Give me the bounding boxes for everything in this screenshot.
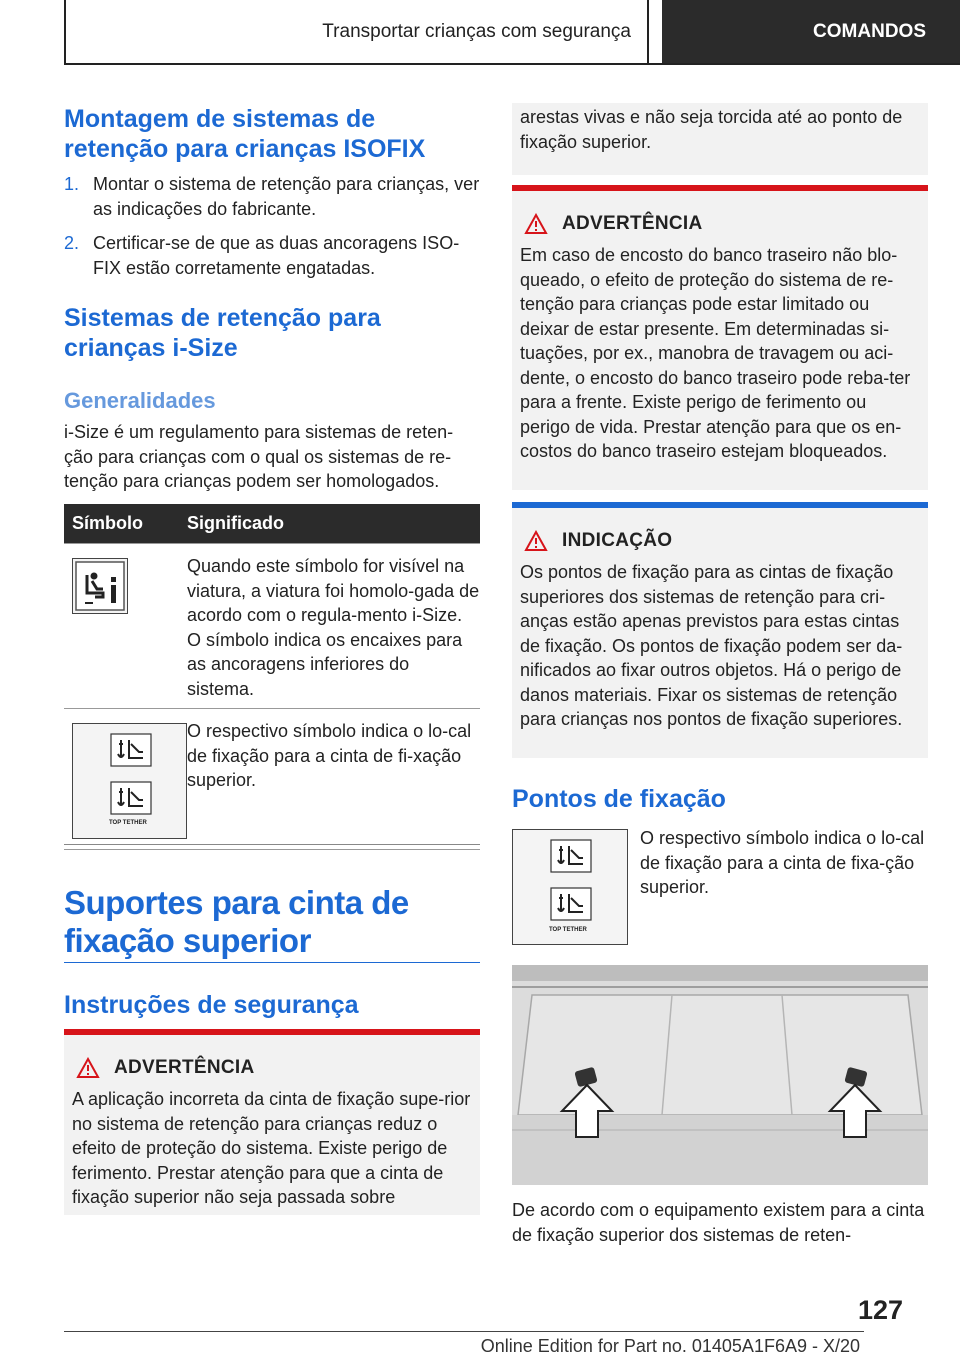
warning-triangle-icon: [524, 530, 548, 552]
notice-text: Os pontos de fixação para as cintas de fixação superiores dos sistemas de retenção para cri-anças estão apenas previstos para estas cintas de fixação. Os pontos de fixação podem ser da-nificados ao fixar outros objetos. Há o perigo de danos materiais. Fixar os sistemas de retenção para crianças nos pontos de fixação superiores.: [520, 562, 903, 729]
footer-edition: Online Edition for Part no. 01405A1F6A9 - X/20: [480, 1336, 860, 1356]
warning-title: ADVERTÊNCIA: [562, 213, 703, 234]
warning-continuation: arestas vivas e não seja torcida até ao ponto de fixação superior.: [512, 103, 928, 175]
top-tether-label: TOP TETHER: [109, 820, 147, 826]
step-item: [64, 231, 480, 280]
warning-title: ADVERTÊNCIA: [114, 1057, 255, 1078]
warning-title-row: [512, 191, 928, 235]
step-text: Montar o sistema de retenção para crianças, ver as indicações do fabricante.: [93, 174, 480, 219]
step-number: 2.: [64, 233, 80, 253]
section-divider: [64, 844, 480, 845]
header-rule: [64, 63, 960, 65]
step-item: [64, 172, 480, 221]
top-tether-label: TOP TETHER: [549, 927, 587, 933]
symbol-cell: [64, 544, 187, 708]
warning-box: [512, 185, 928, 490]
general-heading: Generalidades: [64, 388, 216, 413]
warning-text: A aplicação incorreta da cinta de fixação supe-rior no sistema de retenção para crianças reduz o efeito de proteção do sistema. Existe perigo de ferimento. Prestar atenção para que a cinta de fixação superior não seja passada sobre: [72, 1089, 471, 1207]
meaning-cell: O respectivo símbolo indica o lo-cal de fixação para a cinta de fi-xação superior.: [187, 721, 472, 790]
chapter-title: COMANDOS: [813, 20, 926, 42]
meaning-cell: Quando este símbolo for visível na viatura, a viatura foi homolo-gada de acordo com o regula-mento i-Size. O símbolo indica os encaixes para as ancoragens inferiores do sistema.: [187, 556, 480, 699]
anchor-text: O respectivo símbolo indica o lo-cal de fixação para a cinta de fixa-ção superior.: [640, 828, 925, 897]
step-number: 1.: [64, 174, 80, 194]
anchor-heading: Pontos de fixação: [512, 785, 726, 813]
notice-box: [512, 502, 928, 758]
anchor-points-photo: [512, 965, 928, 1185]
top-tether-symbol-icon: [512, 829, 628, 945]
table-header-row: [64, 504, 480, 544]
warning-triangle-icon: [76, 1057, 100, 1079]
isofix-steps: [64, 172, 480, 290]
general-paragraph: i-Size é um regulamento para sistemas de reten-ção para crianças com o qual os sistemas de re-tenção para crianças podem ser homologados.: [64, 422, 454, 491]
notice-title-row: [512, 508, 928, 552]
step-text: Certificar-se de que as duas ancoragens ISO-FIX estão corretamente engatadas.: [93, 233, 460, 278]
isize-seat-symbol-icon: [72, 558, 128, 614]
notice-title: INDICAÇÃO: [562, 530, 673, 551]
running-header-section: [64, 0, 649, 63]
chapter-tab: [662, 0, 960, 63]
footer-rule: [64, 1331, 864, 1332]
tether-heading-rule: [64, 962, 480, 963]
isize-heading: Sistemas de retenção para crianças i-Size: [64, 304, 381, 362]
symbol-cell: [64, 709, 187, 849]
table-header-meaning: Significado: [187, 513, 285, 533]
symbol-table: [64, 504, 480, 850]
warning-title-row: [64, 1035, 480, 1079]
warning-triangle-icon: [524, 213, 548, 235]
page-number: 127: [858, 1295, 904, 1325]
table-row: [64, 544, 480, 709]
table-header-symbol: Símbolo: [72, 513, 143, 533]
safety-heading: Instruções de segurança: [64, 991, 359, 1019]
isofix-heading: Montagem de sistemas de retenção para crianças ISOFIX: [64, 105, 426, 163]
warning-text: Em caso de encosto do banco traseiro não blo-queado, o efeito de proteção do sistema de re-tenção para crianças pode estar limitado ou deixar de estar presente. Em determinadas si-tuações, por ex., manobra de travagem ou aci-dente, o encosto do banco traseiro pode reba-ter para a frente. Existe perigo de ferimento ou perigo de vida. Prestar atenção para que os en-costos do banco traseiro estejam bloqueados.: [520, 245, 911, 461]
table-row: [64, 709, 480, 850]
tether-heading: Suportes para cinta de fixação superior: [64, 884, 409, 959]
section-title: Transportar crianças com segurança: [322, 20, 631, 42]
top-tether-symbol-icon: [72, 723, 187, 839]
bottom-paragraph: De acordo com o equipamento existem para a cinta de fixação superior dos sistemas de reten-: [512, 1200, 925, 1245]
warning-box: [64, 1029, 480, 1215]
